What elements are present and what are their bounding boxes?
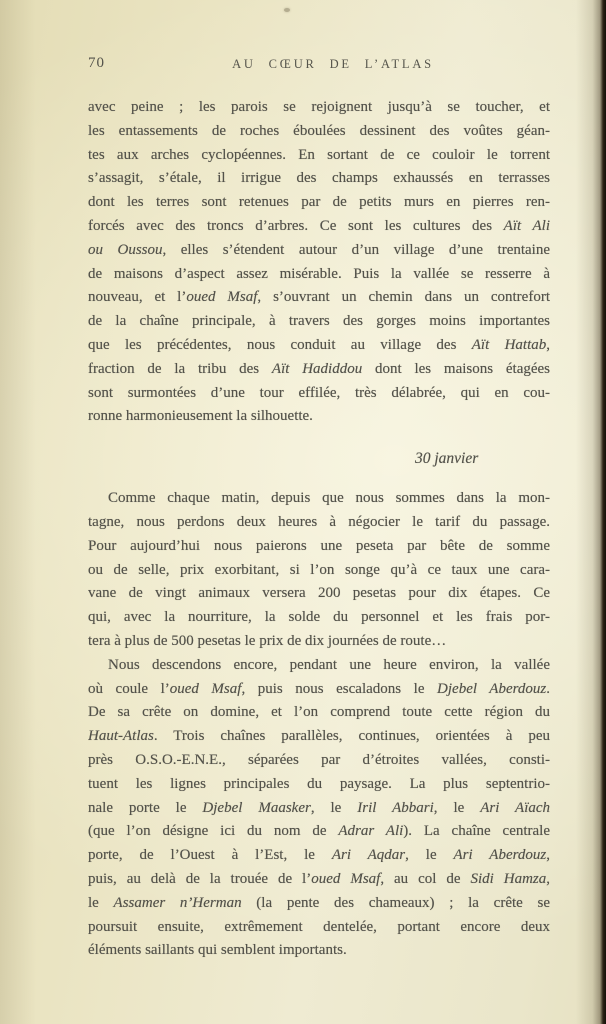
text-segment: forcés avec des troncs d’arbres. Ce sont les cultures des bbox=[88, 217, 504, 234]
paragraph bbox=[88, 96, 550, 429]
text-segment: dont les maisons étagées bbox=[362, 360, 550, 377]
italic-place-name: Ari Aberdouz bbox=[453, 847, 547, 864]
text-line bbox=[88, 358, 550, 382]
text-segment: , puis nous escaladons le bbox=[241, 680, 438, 697]
page-number: 70 bbox=[88, 55, 105, 71]
text-segment: éléments saillants qui semblent importants. bbox=[88, 942, 347, 959]
text-segment: (que l’on désigne ici du nom de bbox=[88, 823, 339, 840]
text-line bbox=[88, 725, 550, 749]
text-segment: , le bbox=[310, 799, 358, 816]
italic-place-name: Aït Hadiddou bbox=[271, 360, 363, 377]
italic-place-name: oued Msaf bbox=[186, 289, 258, 306]
text-line bbox=[88, 916, 550, 940]
text-segment: (la pente des chameaux) ; la crête se bbox=[241, 894, 550, 911]
text-line bbox=[88, 892, 550, 916]
text-segment: s’assagit, s’étale, il irrigue des champs exhaussés en terrasses bbox=[88, 170, 550, 187]
text-line bbox=[88, 511, 550, 535]
text-segment: avec peine ; les parois se rejoignent jusqu’à se toucher, et bbox=[88, 99, 550, 115]
text-segment: , bbox=[546, 847, 550, 864]
italic-place-name: Sidi Hamza bbox=[470, 870, 547, 887]
text-segment: ). La chaîne centrale bbox=[403, 823, 550, 840]
text-line bbox=[88, 606, 550, 630]
page-header bbox=[88, 55, 550, 75]
text-segment: , elles s’étendent autour d’un village d’une trentaine bbox=[162, 241, 550, 258]
text-segment: , bbox=[546, 336, 550, 353]
text-segment: ronne harmonieusement la silhouette. bbox=[88, 408, 313, 425]
running-title: AU CŒUR DE L’ATLAS bbox=[232, 57, 434, 71]
italic-place-name: Aït Ali bbox=[503, 217, 550, 234]
text-line bbox=[88, 239, 550, 263]
text-segment: tagne, nous perdons deux heures à négocier le tarif du passage. bbox=[88, 513, 550, 530]
text-segment: , s’ouvrant un chemin dans un contrefort bbox=[257, 289, 550, 306]
text-column bbox=[88, 96, 550, 963]
text-line bbox=[88, 654, 550, 678]
text-segment: sont surmontées d’une tour effilée, très délabrée, qui en cou- bbox=[88, 384, 550, 401]
text-segment: , au col de bbox=[380, 870, 471, 887]
text-line bbox=[88, 844, 550, 868]
italic-place-name: oued Msaf bbox=[169, 680, 242, 697]
page-gutter-shadow bbox=[0, 0, 36, 1024]
text-line bbox=[88, 678, 550, 702]
text-segment: que les précédentes, nous conduit au village des bbox=[88, 336, 472, 353]
text-line bbox=[88, 487, 550, 511]
text-segment: les entassements de roches éboulées dessinent des voûtes géan- bbox=[88, 122, 550, 139]
text-segment: porte, de l’Ouest à l’Est, le bbox=[88, 847, 332, 864]
text-segment: où coule l’ bbox=[88, 680, 170, 697]
text-segment: , le bbox=[405, 847, 454, 864]
text-line bbox=[88, 191, 550, 215]
text-segment: nale porte le bbox=[88, 799, 203, 816]
text-line bbox=[88, 382, 550, 406]
text-segment: tes aux arches cyclopéennes. En sortant de ce couloir le torrent bbox=[88, 146, 550, 163]
text-line bbox=[88, 167, 550, 191]
text-segment: Pour aujourd’hui nous paierons une peseta par bête de somme bbox=[88, 537, 550, 554]
text-line bbox=[88, 263, 550, 287]
text-segment: poursuit ensuite, extrêmement dentelée, portant encore deux bbox=[88, 918, 550, 935]
text-segment: ou de selle, prix exorbitant, si l’on songe qu’à ce taux une cara- bbox=[88, 561, 550, 578]
text-line bbox=[88, 939, 550, 963]
text-segment: . Trois chaînes parallèles, continues, orientées à peu bbox=[153, 728, 550, 745]
italic-place-name: oued Msaf bbox=[311, 870, 381, 887]
text-line bbox=[88, 334, 550, 358]
text-line bbox=[88, 773, 550, 797]
text-line bbox=[88, 215, 550, 239]
text-line bbox=[88, 120, 550, 144]
text-line bbox=[88, 630, 550, 654]
text-line bbox=[88, 310, 550, 334]
text-segment: , bbox=[546, 870, 550, 887]
text-line bbox=[88, 535, 550, 559]
italic-place-name: Adrar Ali bbox=[338, 823, 404, 840]
text-segment: , le bbox=[433, 799, 481, 816]
text-segment: fraction de la tribu des bbox=[88, 360, 272, 377]
text-segment: qui, avec la nourriture, la solde du personnel et les frais por- bbox=[88, 609, 550, 626]
text-line bbox=[88, 749, 550, 773]
date-heading: 30 janvier bbox=[415, 450, 479, 468]
book-edge-shadow bbox=[576, 0, 606, 1024]
italic-place-name: Assamer n’Herman bbox=[113, 894, 242, 911]
text-line bbox=[88, 286, 550, 310]
text-segment: Comme chaque matin, depuis que nous sommes dans la mon- bbox=[108, 490, 550, 507]
italic-place-name: Ari Aqdar bbox=[331, 847, 406, 864]
text-line bbox=[88, 701, 550, 725]
text-segment: le bbox=[88, 894, 114, 911]
text-segment: tera à plus de 500 pesetas le prix de dix journées de route… bbox=[88, 632, 447, 649]
text-line bbox=[88, 559, 550, 583]
text-line bbox=[88, 820, 550, 844]
text-segment: puis, au delà de la trouée de l’ bbox=[88, 870, 312, 887]
text-segment: tuent les lignes principales du paysage. La plus septentrio- bbox=[88, 775, 550, 792]
text-line bbox=[88, 582, 550, 606]
text-segment: Nous descendons encore, pendant une heure environ, la vallée bbox=[108, 656, 550, 673]
paragraph bbox=[88, 654, 550, 963]
text-line bbox=[88, 96, 550, 120]
text-segment: près O.S.O.-E.N.E., séparées par d’étroites vallées, consti- bbox=[88, 751, 550, 768]
text-segment: vane de vingt animaux versera 200 pesetas pour dix étapes. Ce bbox=[88, 585, 550, 602]
text-segment: . bbox=[546, 680, 550, 697]
text-segment: de maisons d’aspect assez misérable. Puis la vallée se resserre à bbox=[88, 265, 550, 282]
italic-place-name: Djebel Aberdouz bbox=[437, 680, 547, 697]
paragraph bbox=[88, 487, 550, 654]
italic-place-name: Iril Abbari bbox=[357, 799, 434, 816]
italic-place-name: Haut-Atlas bbox=[88, 728, 154, 745]
italic-place-name: ou Oussou bbox=[88, 241, 163, 258]
text-line bbox=[88, 405, 550, 429]
text-line bbox=[88, 144, 550, 168]
text-segment: dont les terres sont retenues par de petits murs en pierres ren- bbox=[88, 194, 550, 211]
text-line bbox=[88, 797, 550, 821]
italic-place-name: Ari Aïach bbox=[480, 799, 550, 816]
italic-place-name: Djebel Maasker bbox=[202, 799, 311, 816]
italic-place-name: Aït Hattab bbox=[471, 336, 547, 353]
text-line bbox=[88, 868, 550, 892]
text-segment: de la chaîne principale, à travers des gorges moins importantes bbox=[88, 313, 550, 330]
ink-speck bbox=[284, 8, 290, 12]
text-segment: nouveau, et l’ bbox=[88, 289, 187, 306]
text-segment: De sa crête on domine, et l’on comprend toute cette région du bbox=[88, 704, 550, 721]
